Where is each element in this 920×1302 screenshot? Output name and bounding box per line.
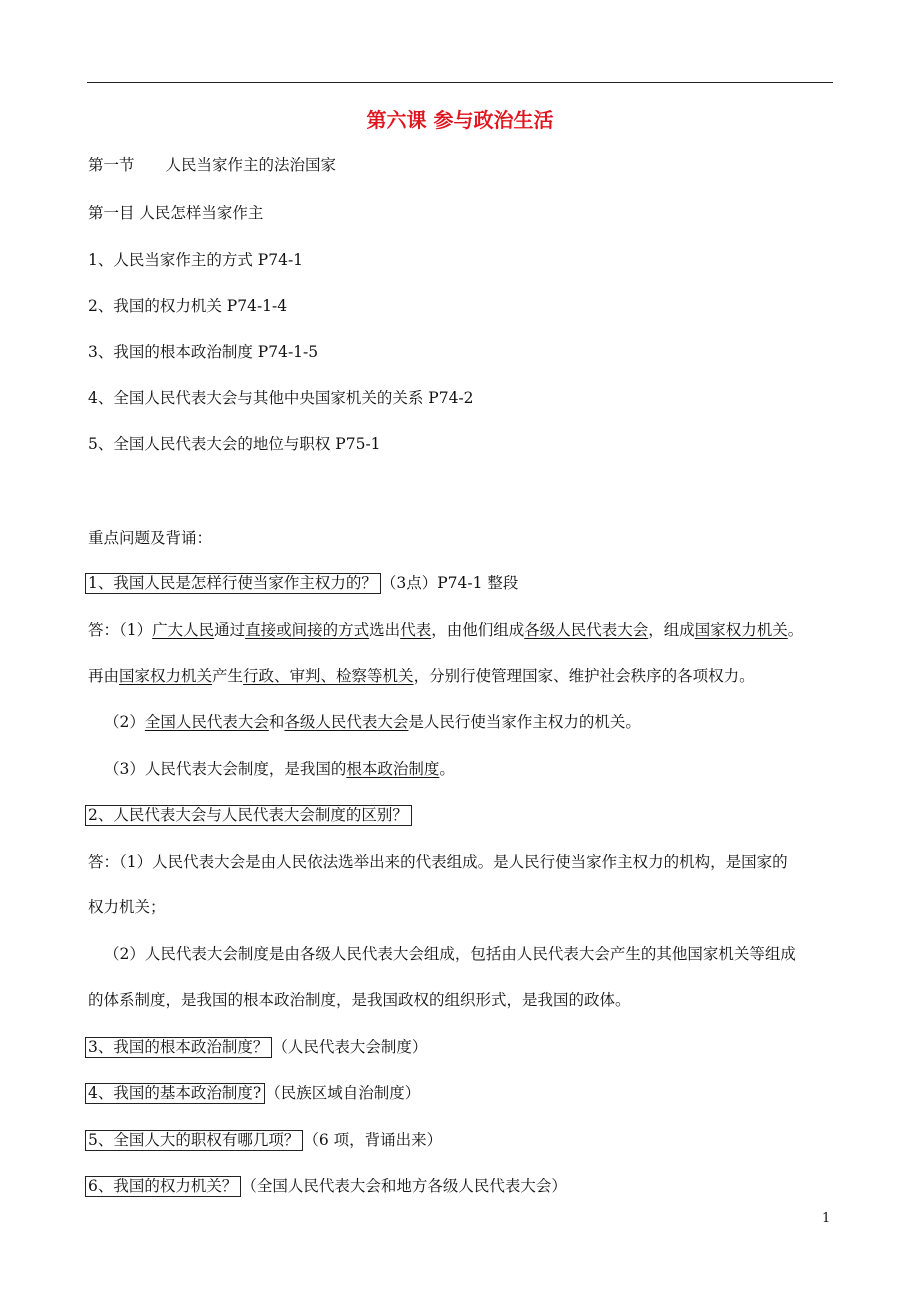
- text: ，由他们组成: [431, 621, 525, 639]
- answer-2-line: 答：（1）人民代表大会是由人民依法选举出来的代表组成。是人民行使当家作主权力的机构，是国家的: [88, 853, 788, 871]
- answer-2-line: 权力机关；: [88, 898, 166, 916]
- answer-1-line: [88, 619, 803, 641]
- text: 产生: [212, 667, 244, 685]
- key-term: 根本政治制度: [346, 760, 440, 778]
- text: ，组成: [648, 621, 695, 639]
- question-box: 6、我国的权力机关？: [85, 1176, 241, 1197]
- outline-item: 5、全国人民代表大会的地位与职权 P75-1: [88, 435, 381, 453]
- answer-2-line: （2）人民代表大会制度是由各级人民代表大会组成，包括由人民代表大会产生的其他国家机关等组成: [104, 945, 796, 963]
- text: ，分别行使管理国家、维护社会秩序的各项权力。: [413, 667, 755, 685]
- question-1: [88, 572, 518, 594]
- question-note: （3点）P74-1 整段: [380, 574, 519, 592]
- text: 答：（1）: [88, 621, 153, 639]
- text: 。: [439, 760, 455, 778]
- question-box: 4、我国的基本政治制度?: [85, 1083, 265, 1104]
- question-4: [88, 1082, 420, 1104]
- key-term: 国家权力机关: [119, 667, 213, 685]
- text: 是人民行使当家作主权力的机关。: [408, 713, 641, 731]
- question-note: （人民代表大会制度）: [272, 1038, 428, 1056]
- text: 选出: [369, 621, 401, 639]
- key-term: 全国人民代表大会: [144, 713, 269, 731]
- question-2: [88, 804, 412, 826]
- key-term: 各级人民代表大会: [284, 713, 409, 731]
- key-term: 国家权力机关: [694, 621, 788, 639]
- question-5: [88, 1129, 442, 1151]
- text: 通过: [214, 621, 246, 639]
- answer-2-line: 的体系制度，是我国的根本政治制度，是我国政权的组织形式，是我国的政体。: [88, 991, 631, 1009]
- question-note: （6 项，背诵出来）: [303, 1131, 443, 1149]
- text: 再由: [88, 667, 120, 685]
- outline-item: 1、人民当家作主的方式 P74-1: [88, 251, 304, 269]
- key-term: 广大人民: [152, 621, 215, 639]
- question-note: （全国人民代表大会和地方各级人民代表大会）: [241, 1177, 567, 1195]
- question-3: [88, 1036, 427, 1058]
- answer-1-line: [88, 665, 755, 687]
- key-term: 各级人民代表大会: [524, 621, 649, 639]
- text: 。: [787, 621, 804, 639]
- text: （2）: [104, 713, 145, 731]
- text: （3）人民代表大会制度，是我国的: [104, 760, 347, 778]
- question-6: [88, 1175, 567, 1197]
- question-box: 3、我国的根本政治制度？: [85, 1037, 272, 1058]
- section-heading: 第一节 人民当家作主的法治国家: [88, 156, 337, 174]
- question-box: 1、我国人民是怎样行使当家作主权力的？: [85, 573, 381, 594]
- key-term: 行政、审判、检察等机关: [243, 667, 414, 685]
- question-box: 5、全国人大的职权有哪几项？: [85, 1130, 303, 1151]
- page-title: 第六课 参与政治生活: [366, 108, 554, 132]
- key-heading: 重点问题及背诵：: [88, 529, 213, 547]
- key-term: 直接或间接的方式: [245, 621, 370, 639]
- key-term: 代表: [400, 621, 432, 639]
- question-box: 2、人民代表大会与人民代表大会制度的区别？: [85, 805, 412, 826]
- outline-item: 4、全国人民代表大会与其他中央国家机关的关系 P74-2: [88, 389, 474, 407]
- answer-1-line: [104, 758, 455, 780]
- outline-item: 2、我国的权力机关 P74-1-4: [88, 297, 288, 315]
- header-rule: [87, 82, 833, 83]
- outline-item: 3、我国的根本政治制度 P74-1-5: [88, 343, 319, 361]
- subsection-heading: 第一目 人民怎样当家作主: [88, 204, 264, 222]
- question-note: （民族区域自治制度）: [265, 1084, 421, 1102]
- text: 和: [268, 713, 285, 731]
- answer-1-line: [104, 711, 641, 733]
- page-number: 1: [822, 1211, 831, 1226]
